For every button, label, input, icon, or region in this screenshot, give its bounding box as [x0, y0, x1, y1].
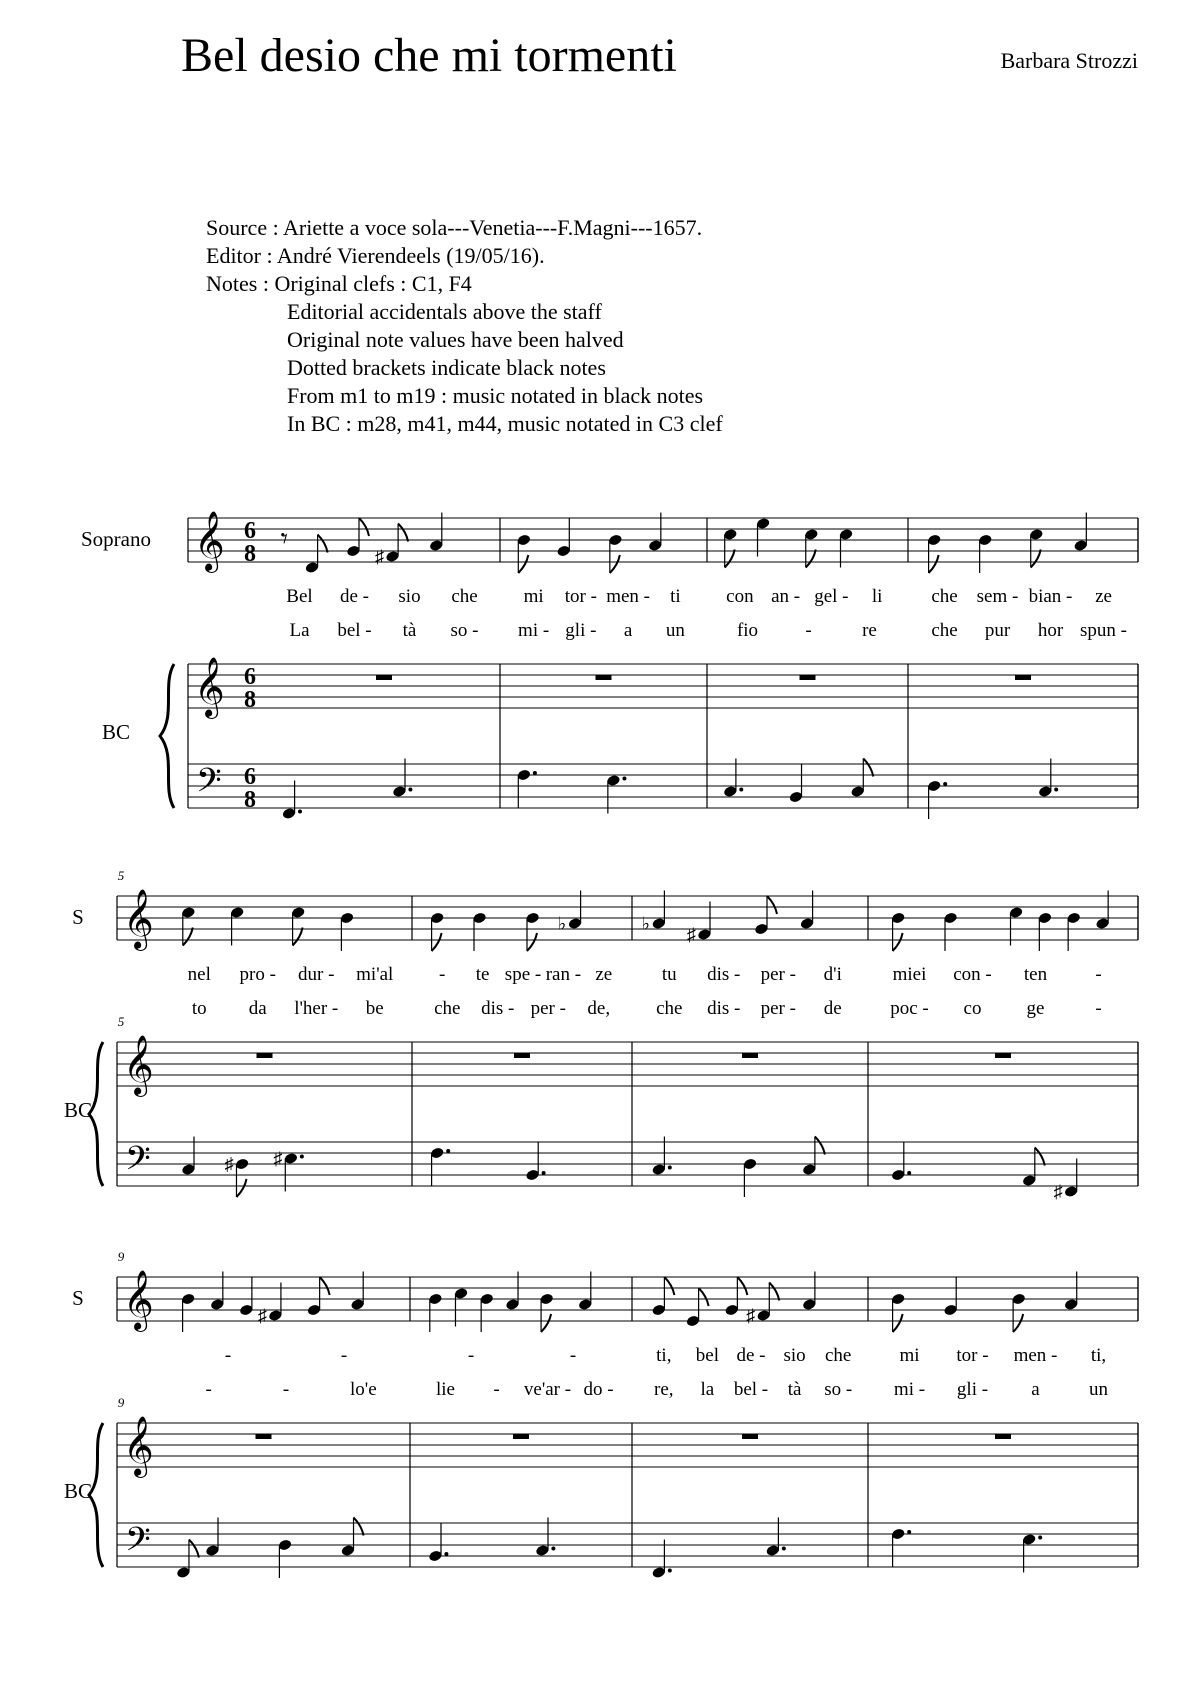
- lyric-verse-2: so -: [450, 620, 479, 641]
- system-brace: [160, 664, 174, 808]
- note-flag: [1031, 550, 1041, 568]
- note-dot: [444, 1552, 448, 1556]
- lyric-verse-2: per -: [760, 998, 796, 1019]
- accidental: ♯: [224, 1154, 234, 1174]
- lyric-verse-2: tà: [787, 1379, 802, 1400]
- time-signature-numerator: 6: [244, 664, 256, 690]
- accidental: ♯: [273, 1148, 283, 1169]
- lyric-verse-2: bel -: [733, 1379, 769, 1400]
- lyric-verse-1: spe -: [504, 964, 542, 985]
- note-dot: [446, 1149, 450, 1153]
- bass-clef: 𝄢: [125, 1140, 151, 1185]
- lyric-verse-2: do -: [583, 1379, 614, 1400]
- note-dot: [739, 788, 743, 792]
- editor-line: Editor : André Vierendeels (19/05/16).: [206, 243, 545, 268]
- note-flag: [354, 1518, 364, 1536]
- note-dot: [408, 788, 412, 792]
- note-dot: [907, 1171, 911, 1175]
- lyric-verse-1: che: [931, 586, 958, 607]
- lyric-verse-2: un: [1089, 1379, 1108, 1400]
- lyric-verse-2: dis -: [481, 998, 515, 1019]
- note-flag: [432, 933, 442, 951]
- accidental: ♯: [375, 546, 384, 567]
- lyric-verse-1: bel: [695, 1345, 720, 1366]
- lyric-verse-1: li: [871, 586, 883, 607]
- treble-clef: 𝄞: [123, 1272, 154, 1329]
- note-flag: [236, 1179, 246, 1197]
- lyric-verse-1: con -: [953, 964, 992, 985]
- note-line: In BC : m28, m41, m44, music notated in C3 clef: [287, 411, 723, 436]
- part-name-bc: BC: [63, 1479, 93, 1503]
- lyric-verse-2: pur: [984, 620, 1011, 641]
- lyric-verse-1: de -: [736, 1345, 766, 1366]
- whole-rest: [256, 1434, 272, 1439]
- accidental: ♯: [257, 1305, 267, 1326]
- lyric-verse-1: ti: [670, 586, 681, 607]
- note-dot: [1054, 788, 1058, 792]
- note-flag: [929, 555, 939, 573]
- lyric-verse-2: mi -: [518, 620, 550, 641]
- measure-number: 5: [117, 868, 125, 883]
- part-name-bc: BC: [101, 720, 131, 744]
- note-flag: [664, 1277, 674, 1295]
- note-dot: [907, 1530, 911, 1534]
- note-flag: [183, 928, 193, 946]
- lyric-verse-1: mi: [523, 586, 544, 607]
- note-line: Editorial accidentals above the staff: [287, 299, 602, 324]
- treble-clef: 𝄞: [123, 891, 154, 948]
- lyric-verse-1: ti,: [656, 1345, 672, 1366]
- lyric-verse-1: miei: [892, 964, 927, 985]
- lyric-verse-2: fio: [736, 620, 759, 641]
- whole-rest: [257, 1053, 273, 1058]
- accidental: ♭: [641, 913, 651, 934]
- note-flag: [737, 1277, 747, 1295]
- lyric-verse-1: mi'al: [356, 964, 394, 985]
- note-flag: [767, 896, 777, 914]
- lyric-verse-2: be: [365, 998, 384, 1019]
- lyric-verse-2: dis -: [707, 998, 741, 1019]
- lyric-verse-1: dur -: [298, 964, 335, 985]
- note-dot: [943, 782, 947, 786]
- lyric-verse-2: a: [623, 620, 633, 641]
- lyric-verse-2: to: [191, 998, 207, 1019]
- lyric-verse-1: -: [1095, 964, 1102, 985]
- note-flag: [189, 1540, 199, 1558]
- part-name-voice: S: [72, 1286, 84, 1310]
- lyric-verse-1: ten: [1023, 964, 1048, 985]
- note-flag: [293, 928, 303, 946]
- lyric-verse-1: bian -: [1028, 586, 1073, 607]
- lyric-verse-1: con: [726, 586, 754, 607]
- lyric-verse-2: -: [1095, 998, 1102, 1019]
- eighth-rest: 𝄾: [280, 524, 289, 555]
- lyric-verse-1: -: [439, 964, 446, 985]
- lyric-verse-1: nel: [187, 964, 211, 985]
- accidental: ♯: [746, 1305, 756, 1326]
- lyric-verse-1: men -: [606, 586, 651, 607]
- measure-number: 5: [117, 1014, 125, 1029]
- lyric-verse-2: che: [434, 998, 461, 1019]
- note-dot: [668, 1569, 672, 1573]
- whole-rest: [1015, 675, 1031, 680]
- treble-clef: 𝄞: [194, 513, 225, 570]
- lyric-verse-2: lie: [436, 1379, 455, 1400]
- lyric-verse-1: d'i: [823, 964, 842, 985]
- lyric-verse-1: -: [340, 1345, 348, 1366]
- lyric-verse-1: an -: [771, 586, 801, 607]
- note-dot: [300, 1155, 304, 1159]
- lyric-verse-1: che: [825, 1345, 852, 1366]
- note-dot: [298, 810, 302, 814]
- lyric-verse-1: che: [451, 586, 478, 607]
- notes-label-line: Notes : Original clefs : C1, F4: [206, 271, 472, 296]
- note-flag: [769, 1283, 779, 1301]
- treble-clef: 𝄞: [123, 1037, 154, 1094]
- lyric-verse-1: tor -: [956, 1345, 989, 1366]
- note-flag: [318, 535, 328, 553]
- note-flag: [893, 1314, 903, 1332]
- whole-rest: [742, 1053, 758, 1058]
- whole-rest: [742, 1434, 758, 1439]
- whole-rest: [800, 675, 816, 680]
- whole-rest: [995, 1434, 1011, 1439]
- note-flag: [1035, 1148, 1045, 1166]
- note-flag: [815, 1137, 825, 1155]
- lyric-verse-2: per -: [530, 998, 566, 1019]
- note-flag: [1013, 1314, 1023, 1332]
- lyric-verse-1: ze: [595, 964, 613, 985]
- lyric-verse-2: l'her -: [294, 998, 339, 1019]
- lyric-verse-2: -: [282, 1379, 290, 1400]
- lyric-verse-1: ti,: [1090, 1345, 1107, 1366]
- lyric-verse-2: gli -: [565, 620, 597, 641]
- part-name-bc: BC: [63, 1098, 93, 1122]
- lyric-verse-2: che: [656, 998, 683, 1019]
- note-flag: [725, 550, 735, 568]
- lyric-verse-2: spun -: [1080, 620, 1127, 641]
- note-flag: [893, 933, 903, 951]
- accidental: ♭: [557, 913, 567, 934]
- lyric-verse-1: -: [224, 1345, 232, 1366]
- lyric-verse-2: lo'e: [350, 1379, 377, 1400]
- composer-name: Barbara Strozzi: [1000, 48, 1138, 73]
- lyric-verse-2: -: [205, 1379, 212, 1400]
- measure-number: 9: [117, 1249, 125, 1264]
- whole-rest: [596, 675, 612, 680]
- accidental: ♯: [1053, 1181, 1063, 1202]
- note-dot: [782, 1547, 786, 1551]
- treble-clef: 𝄞: [123, 1418, 154, 1475]
- lyric-verse-2: ve'ar -: [523, 1379, 572, 1400]
- lyric-verse-2: so -: [824, 1379, 853, 1400]
- note-flag: [610, 555, 620, 573]
- time-signature-denominator: 8: [244, 787, 256, 813]
- bass-clef: 𝄢: [125, 1521, 151, 1566]
- lyric-verse-1: mi: [899, 1345, 920, 1366]
- lyric-verse-1: gel -: [814, 586, 849, 607]
- lyric-verse-2: -: [493, 1379, 500, 1400]
- note-flag: [699, 1288, 709, 1306]
- note-dot: [1038, 1536, 1042, 1540]
- lyric-verse-2: hor: [1037, 620, 1064, 641]
- lyric-verse-2: a: [1031, 1379, 1040, 1400]
- lyric-verse-2: poc -: [890, 998, 929, 1019]
- bass-clef: 𝄢: [196, 762, 222, 807]
- whole-rest: [376, 675, 392, 680]
- lyric-verse-1: sem -: [976, 586, 1019, 607]
- time-signature-denominator: 8: [244, 687, 256, 713]
- source-line: Source : Ariette a voce sola---Venetia---F.Magni---1657.: [206, 215, 703, 240]
- part-name-voice: Soprano: [81, 527, 151, 551]
- note-flag: [863, 759, 873, 777]
- lyric-verse-1: tor -: [564, 586, 597, 607]
- part-name-voice: S: [72, 905, 84, 929]
- lyric-verse-1: -: [467, 1345, 475, 1366]
- note-dot: [542, 1171, 546, 1175]
- lyric-verse-1: te: [475, 964, 490, 985]
- lyric-verse-2: gli -: [956, 1379, 989, 1400]
- note-flag: [359, 518, 369, 536]
- whole-rest: [995, 1053, 1011, 1058]
- note-flag: [518, 555, 528, 573]
- lyric-verse-2: tà: [402, 620, 417, 641]
- lyric-verse-1: ze: [1095, 586, 1112, 607]
- note-flag: [806, 550, 816, 568]
- lyric-verse-2: re: [862, 620, 877, 641]
- lyric-verse-2: de: [823, 998, 842, 1019]
- whole-rest: [514, 1053, 530, 1058]
- lyric-verse-2: bel -: [337, 620, 372, 641]
- lyric-verse-1: dis -: [707, 964, 741, 985]
- note-dot: [551, 1547, 555, 1551]
- lyric-verse-2: co: [963, 998, 982, 1019]
- note-flag: [527, 933, 537, 951]
- note-dot: [668, 1166, 672, 1170]
- lyric-verse-1: -: [569, 1345, 577, 1366]
- piece-title: Bel desio che mi tormenti: [181, 29, 677, 82]
- lyric-verse-1: ran -: [545, 964, 582, 985]
- time-signature-numerator: 6: [244, 764, 256, 790]
- lyric-verse-2: un: [665, 620, 685, 641]
- note-flag: [541, 1314, 551, 1332]
- treble-clef: 𝄞: [194, 659, 225, 716]
- lyric-verse-1: pro -: [239, 964, 276, 985]
- time-signature-numerator: 6: [244, 518, 256, 544]
- lyric-verse-2: da: [248, 998, 267, 1019]
- lyric-verse-2: -: [805, 620, 812, 641]
- note-line: Original note values have been halved: [287, 327, 624, 352]
- lyric-verse-1: sio: [398, 586, 421, 607]
- lyric-verse-1: de -: [339, 586, 370, 607]
- note-dot: [622, 777, 626, 781]
- lyric-verse-2: de,: [587, 998, 611, 1019]
- lyric-verse-2: la: [700, 1379, 715, 1400]
- lyric-verse-2: che: [931, 620, 958, 641]
- lyric-verse-1: sio: [783, 1345, 806, 1366]
- measure-number: 9: [117, 1395, 125, 1410]
- note-flag: [398, 524, 408, 542]
- note-dot: [533, 771, 537, 775]
- lyric-verse-1: men -: [1013, 1345, 1058, 1366]
- lyric-verse-2: re,: [654, 1379, 674, 1400]
- time-signature-denominator: 8: [244, 541, 256, 567]
- whole-rest: [513, 1434, 529, 1439]
- lyric-verse-1: tu: [661, 964, 677, 985]
- lyric-verse-1: per -: [760, 964, 796, 985]
- note-flag: [320, 1277, 330, 1295]
- lyric-verse-2: ge: [1026, 998, 1045, 1019]
- lyric-verse-1: Bel: [286, 586, 313, 607]
- note-line: Dotted brackets indicate black notes: [287, 355, 606, 380]
- note-line: From m1 to m19 : music notated in black notes: [287, 383, 704, 408]
- lyric-verse-2: La: [289, 620, 310, 641]
- lyric-verse-2: mi -: [893, 1379, 926, 1400]
- accidental: ♯: [686, 924, 696, 945]
